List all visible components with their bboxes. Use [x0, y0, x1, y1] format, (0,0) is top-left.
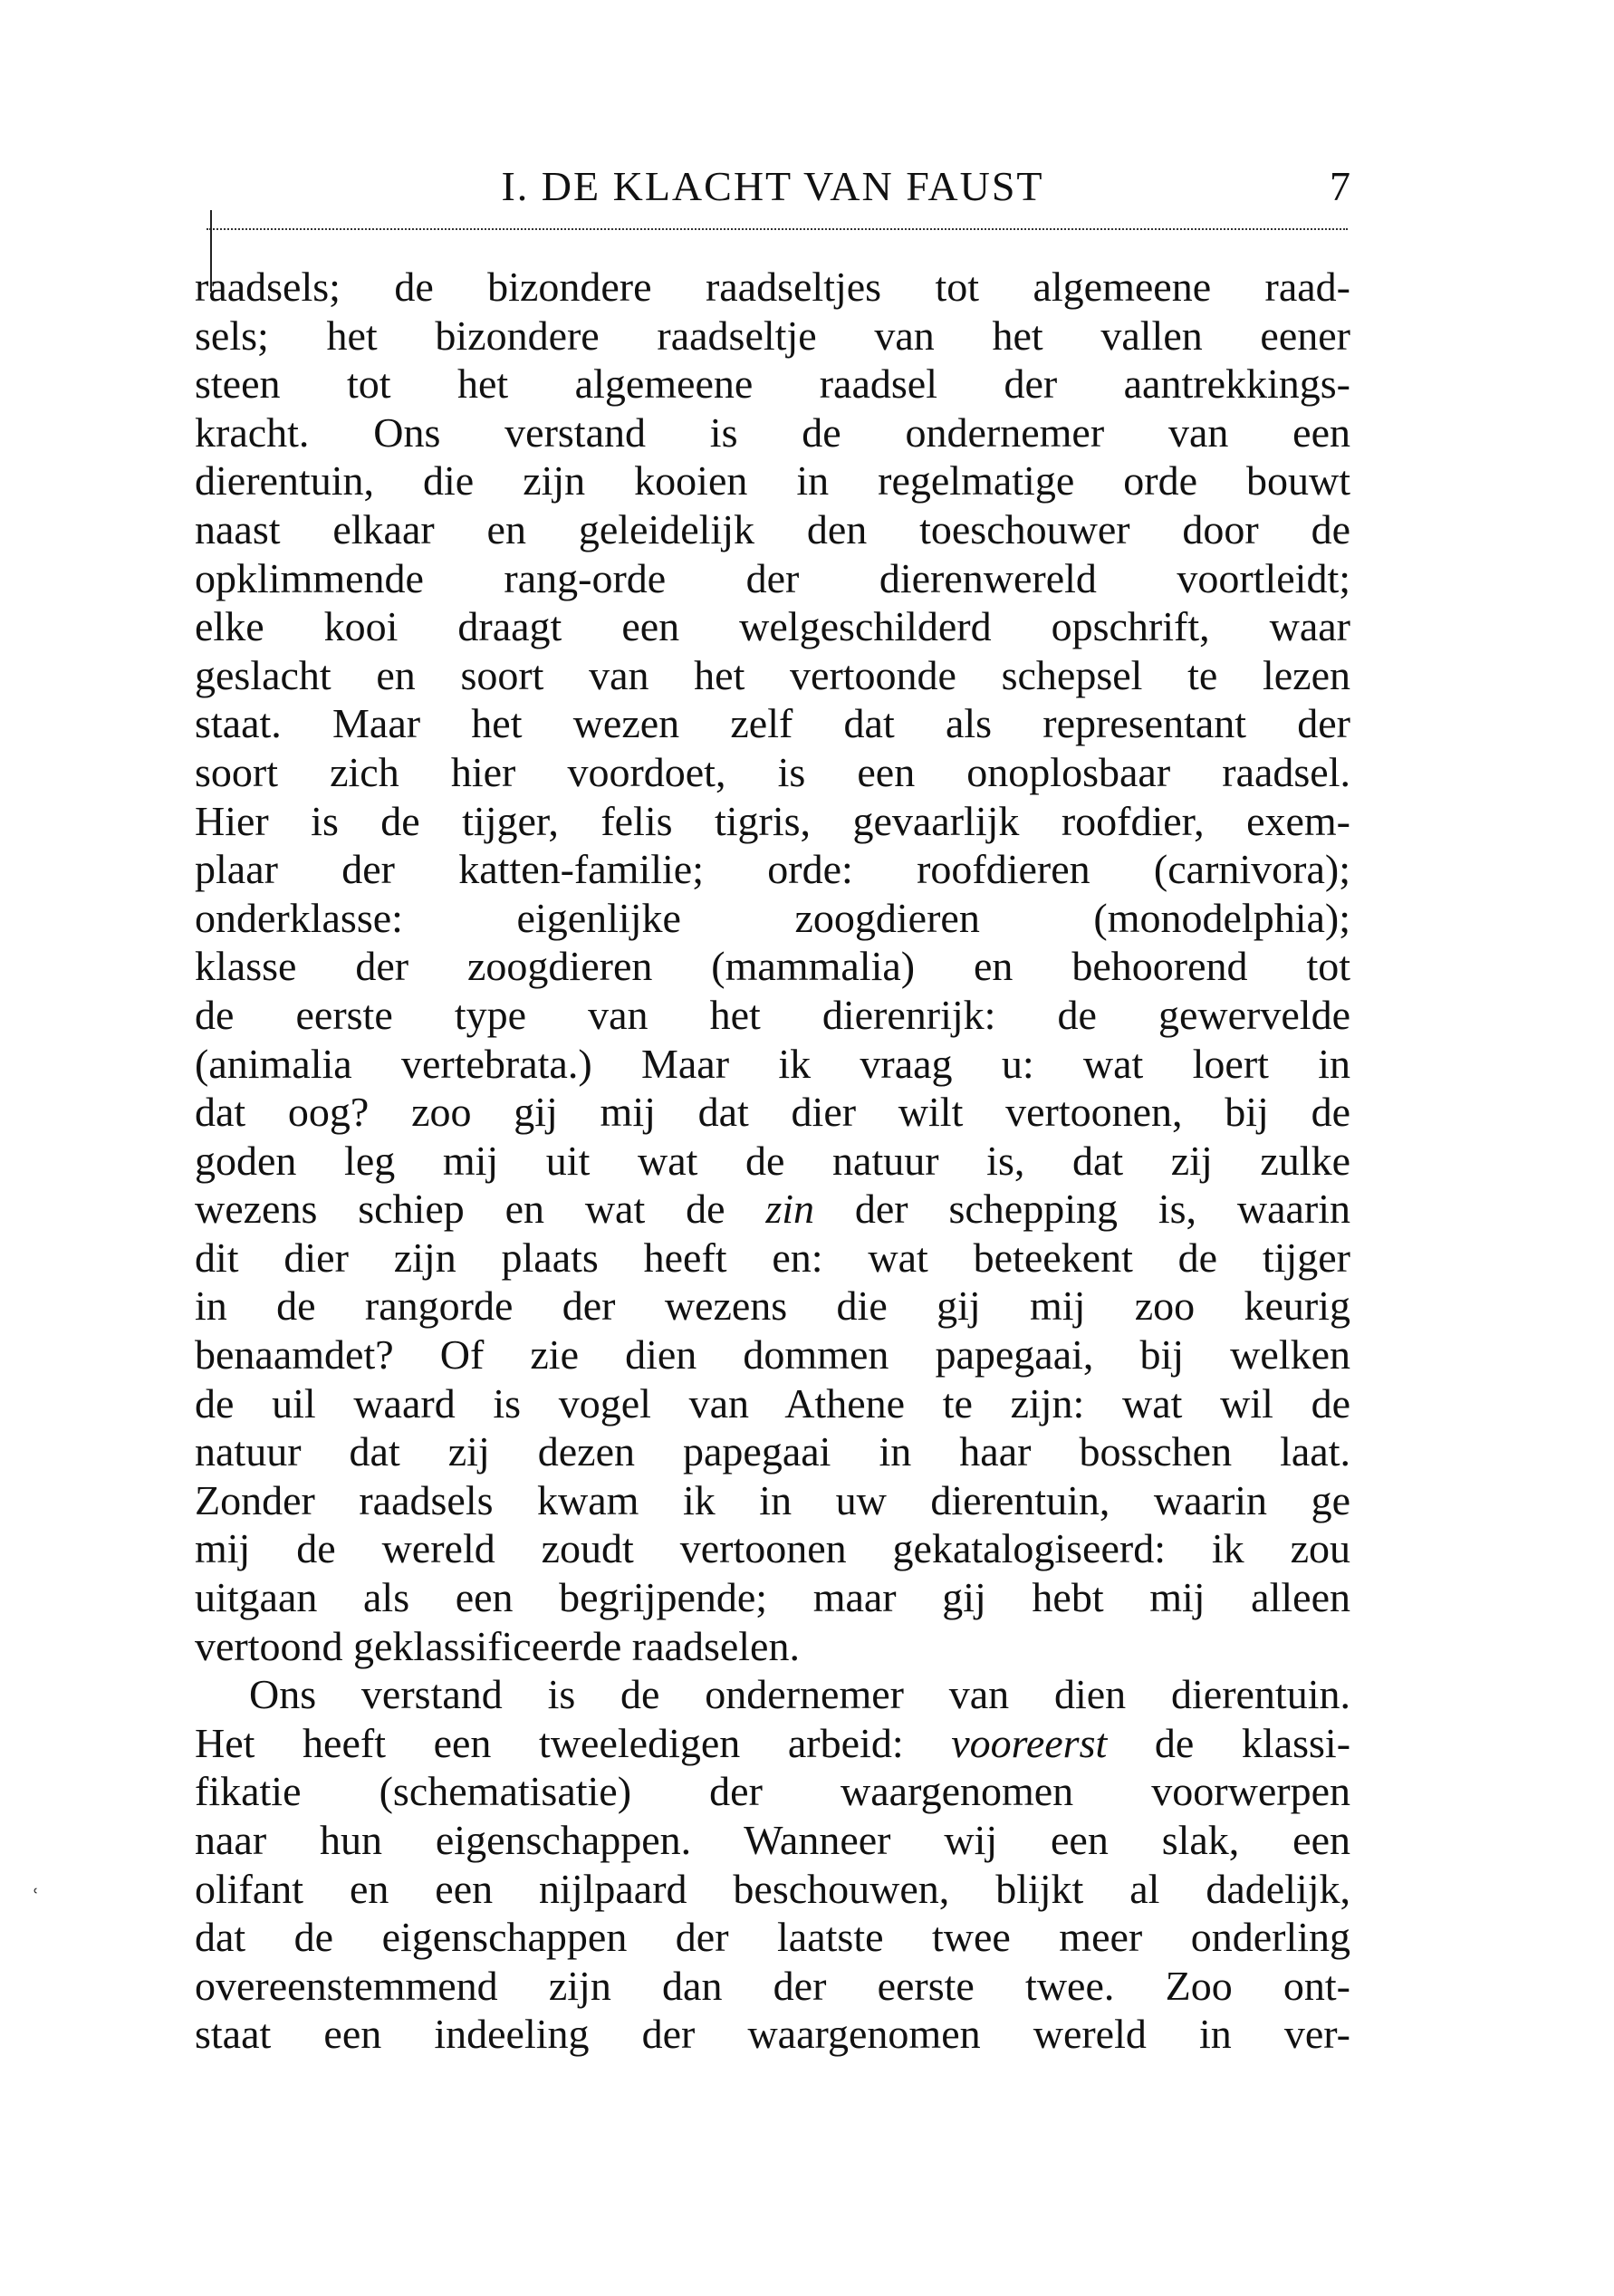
text-line: fikatie (schematisatie) der waargenomen voorwerpen: [195, 1768, 1350, 1815]
text-line: de eerste type van het dierenrijk: de gewervelde: [195, 991, 1350, 1038]
italic-word: vooreerst: [951, 1719, 1108, 1766]
body-text: [195, 263, 1350, 2059]
text-segment: Het heeft een tweeledigen arbeid:: [195, 1719, 904, 1766]
italic-word: zin: [765, 1186, 815, 1233]
stray-margin-mark: ʿ: [31, 1884, 40, 1914]
text-line: dit dier zijn plaats heeft en: wat beteekent de tijger: [195, 1234, 1350, 1281]
text-line: geslacht en soort van het vertoonde schepsel te lezen: [195, 651, 1350, 698]
text-line: vertoond geklassificeerde raadselen.: [195, 1622, 800, 1669]
text-line: naast elkaar en geleidelijk den toeschouwer door de: [195, 505, 1350, 552]
header-rule: [207, 228, 1348, 230]
text-line: in de rangorde der wezens die gij mij zoo keurig: [195, 1282, 1350, 1330]
text-segment: wezens schiep en wat de: [195, 1186, 725, 1233]
text-line: naar hun eigenschappen. Wanneer wij een slak, een: [195, 1817, 1350, 1863]
text-line: dat de eigenschappen der laatste twee meer onderling: [195, 1914, 1350, 1961]
text-line: staat een indeeling der waargenomen wereld in ver-: [195, 2011, 1350, 2058]
paragraph-1: [195, 263, 1350, 1670]
text-line: goden leg mij uit wat de natuur is, dat zij zulke: [195, 1137, 1350, 1184]
text-line-with-italic: [195, 1185, 1350, 1234]
page-number: 7: [1330, 163, 1350, 209]
text-line-with-italic: [195, 1719, 1350, 1768]
paragraph-2: [195, 1670, 1350, 2059]
text-line: soort zich hier voordoet, is een onoplosbaar raadsel.: [195, 748, 1350, 795]
text-line: steen tot het algemeene raadsel der aantrekkings-: [195, 360, 1350, 408]
text-line: uitgaan als een begrijpende; maar gij hebt mij alleen: [195, 1574, 1350, 1621]
text-line: staat. Maar het wezen zelf dat als representant der: [195, 700, 1350, 747]
text-line: benaamdet? Of zie dien dommen papegaai, bij welken: [195, 1331, 1350, 1379]
text-line: opklimmende rang-orde der dierenwereld voortleidt;: [195, 554, 1350, 601]
text-line: de uil waard is vogel van Athene te zijn: wat wil de: [195, 1379, 1350, 1427]
text-line: Ons verstand is de ondernemer van dien dierentuin.: [249, 1671, 1350, 1718]
text-line: overeenstemmend zijn dan der eerste twee. Zoo ont-: [195, 1962, 1350, 2009]
page-header: [195, 159, 1350, 214]
text-segment: de klassi-: [1154, 1719, 1350, 1766]
text-line: sels; het bizondere raadseltje van het vallen eener: [195, 312, 1350, 359]
text-line: elke kooi draagt een welgeschilderd opschrift, waar: [195, 603, 1350, 650]
text-segment: der schepping is, waarin: [854, 1186, 1350, 1233]
running-title: I. DE KLACHT VAN FAUST: [501, 163, 1044, 209]
text-line: Hier is de tijger, felis tigris, gevaarlijk roofdier, exem-: [195, 797, 1350, 844]
text-line: dat oog? zoo gij mij dat dier wilt vertoonen, bij de: [195, 1089, 1350, 1136]
text-line: olifant en een nijlpaard beschouwen, blijkt al dadelijk,: [195, 1865, 1350, 1912]
text-line: mij de wereld zoudt vertoonen gekatalogiseerd: ik zou: [195, 1525, 1350, 1572]
text-line: klasse der zoogdieren (mammalia) en behoorend tot: [195, 943, 1350, 990]
text-line: Zonder raadsels kwam ik in uw dierentuin, waarin ge: [195, 1476, 1350, 1523]
text-line: natuur dat zij dezen papegaai in haar bosschen laat.: [195, 1428, 1350, 1475]
text-line: plaar der katten-familie; orde: roofdieren (carnivora);: [195, 846, 1350, 893]
text-line: onderklasse: eigenlijke zoogdieren (monodelphia);: [195, 894, 1350, 941]
text-line: raadsels; de bizondere raadseltjes tot algemeene raad-: [195, 264, 1350, 310]
text-line: (animalia vertebrata.) Maar ik vraag u: wat loert in: [195, 1040, 1350, 1087]
text-line: dierentuin, die zijn kooien in regelmatige orde bouwt: [195, 457, 1350, 504]
text-line: kracht. Ons verstand is de ondernemer van een: [195, 408, 1350, 456]
